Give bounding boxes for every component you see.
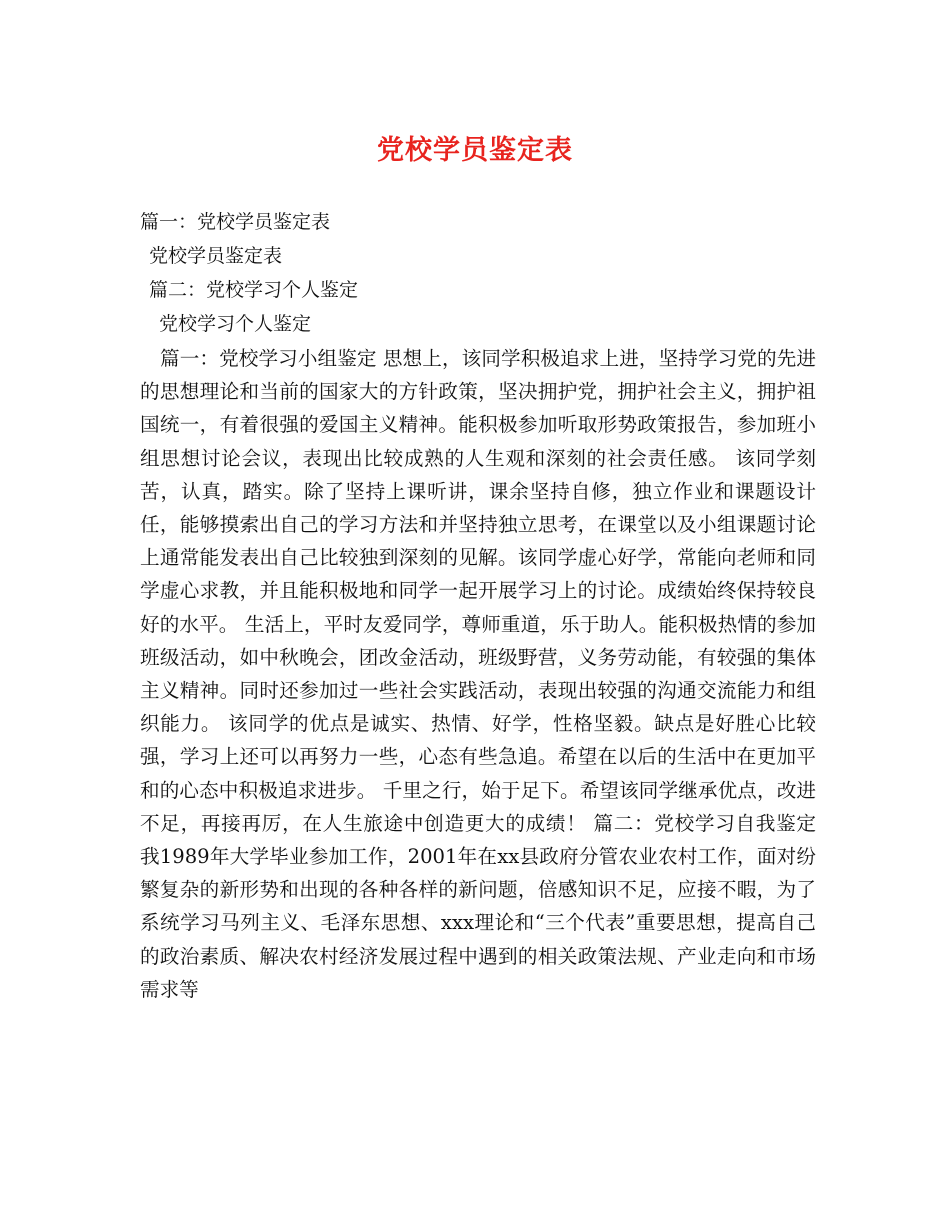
heading-line-2: 党校学员鉴定表 [149,245,283,267]
body-paragraph: 篇一：党校学习小组鉴定 思想上，该同学积极追求上进，坚持学习党的先进的思想理论和当前的国家大的方针政策，坚决拥护党，拥护社会主义，拥护祖国统一，有着很强的爱国主义精神。能积极参加听取形势政策报告，参加班小组思想讨论会议，表现出比较成熟的人生观和深刻的社会责任感。 该同学刻苦，认真，踏实。除了坚持上课听讲，课余坚持自修，独立作业和课题设计任，能够摸索出自己的学习方法和并坚持独立思考，在课堂以及小组课题讨论上通常能发表出自己比较独到深刻的见解。该同学虚心好学，常能向老师和同学虚心求教，并且能积极地和同学一起开展学习上的讨论。成绩始终保持较良好的水平。 生活上，平时友爱同学，尊师重道，乐于助人。能积极热情的参加班级活动，如中秋晚会，团改金活动，班级野营，义务劳动能，有较强的集体主义精神。同时还参加过一些社会实践活动，表现出较强的沟通交流能力和组织能力。 该同学的优点是诚实、热情、好学，性格坚毅。缺点是好胜心比较强，学习上还可以再努力一些，心态有些急追。希望在以后的生活中在更加平和的心态中积极追求进步。 千里之行，始于足下。希望该同学继承优点，改进不足，再接再厉，在人生旅途中创造更大的成绩！ 篇二：党校学习自我鉴定 我1989年大学毕业参加工作，2001年在xx县政府分管农业农村工作，面对纷繁复杂的新形势和出现的各种各样的新问题，倍感知识不足，应接不暇，为了系统学习马列主义、毛泽东思想、xxx理论和“三个代表”重要思想，提高自己的政治素质、解决农村经济发展过程中遇到的相关政策法规、产业走向和市场需求等 [140,347,816,1001]
heading-line-4: 党校学习个人鉴定 [159,313,312,335]
heading-lines [140,205,820,341]
document-title: 党校学员鉴定表 [377,135,573,166]
heading-line-1: 篇一：党校学员鉴定表 [140,211,331,233]
heading-line-3: 篇二：党校学习个人鉴定 [149,279,359,301]
